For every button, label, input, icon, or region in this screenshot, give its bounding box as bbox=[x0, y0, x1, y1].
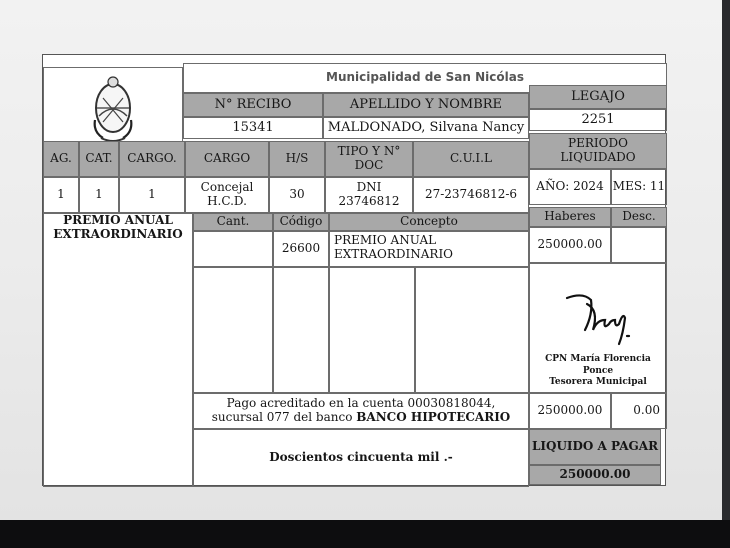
municipality-title: Municipalidad de San Nicólas bbox=[183, 63, 667, 93]
apellido-header: APELLIDO Y NOMBRE bbox=[323, 93, 529, 117]
payment-text-cell bbox=[193, 393, 529, 429]
item-haberes: 250000.00 bbox=[529, 227, 611, 263]
monitor-bezel-right bbox=[722, 0, 730, 520]
legajo-value: 2251 bbox=[529, 109, 667, 131]
item-cant bbox=[193, 231, 273, 267]
total-desc: 0.00 bbox=[611, 393, 667, 429]
signatory-role: Tesorera Municipal bbox=[549, 376, 647, 387]
item-concepto: PREMIO ANUAL EXTRAORDINARIO bbox=[329, 231, 529, 267]
concepto-header: Concepto bbox=[329, 213, 529, 231]
mes-value: MES: 11 bbox=[611, 169, 667, 205]
liquido-value: 250000.00 bbox=[529, 465, 661, 485]
cant-header: Cant. bbox=[193, 213, 273, 231]
cat-value: 1 bbox=[79, 177, 119, 213]
cargo-header: CARGO bbox=[185, 141, 269, 177]
cargo-num-value: 1 bbox=[119, 177, 185, 213]
tipo-doc-header: TIPO Y N° DOC bbox=[325, 141, 413, 177]
ag-value: 1 bbox=[43, 177, 79, 213]
cargo-value: Concejal H.C.D. bbox=[185, 177, 269, 213]
anio-value: AÑO: 2024 bbox=[529, 169, 611, 205]
codigo-header: Código bbox=[273, 213, 329, 231]
ag-header: AG. bbox=[43, 141, 79, 177]
monitor-bezel-bottom bbox=[0, 520, 730, 548]
signature-block bbox=[529, 263, 667, 393]
doc-value: DNI 23746812 bbox=[325, 177, 413, 213]
cuil-value: 27-23746812-6 bbox=[413, 177, 529, 213]
empty-concepto-area-2 bbox=[415, 267, 529, 393]
recibo-value: 15341 bbox=[183, 117, 323, 139]
empty-concepto-area bbox=[329, 267, 415, 393]
cargo-short-header: CARGO. bbox=[119, 141, 185, 177]
recibo-header: N° RECIBO bbox=[183, 93, 323, 117]
signatory-name: CPN María Florencia Ponce bbox=[545, 354, 651, 376]
hs-header: H/S bbox=[269, 141, 325, 177]
cat-header: CAT. bbox=[79, 141, 119, 177]
empty-codigo-area bbox=[273, 267, 329, 393]
section-label: PREMIO ANUAL EXTRAORDINARIO bbox=[43, 213, 193, 487]
signature-image bbox=[553, 290, 643, 354]
salary-receipt bbox=[42, 54, 666, 486]
hs-value: 30 bbox=[269, 177, 325, 213]
bank-name: BANCO HIPOTECARIO bbox=[356, 410, 511, 424]
haberes-header: Haberes bbox=[529, 207, 611, 227]
liquido-header: LIQUIDO A PAGAR bbox=[529, 429, 661, 465]
cuil-header: C.U.I.L bbox=[413, 141, 529, 177]
nombre-value: MALDONADO, Silvana Nancy bbox=[323, 117, 529, 139]
legajo-header: LEGAJO bbox=[529, 85, 667, 109]
empty-cant-area bbox=[193, 267, 273, 393]
coat-of-arms-icon bbox=[89, 74, 137, 146]
desc-header: Desc. bbox=[611, 207, 667, 227]
total-haberes: 250000.00 bbox=[529, 393, 611, 429]
periodo-header: PERIODO LIQUIDADO bbox=[529, 133, 667, 169]
item-codigo: 26600 bbox=[273, 231, 329, 267]
payment-text: Pago acreditado en la cuenta 00030818044, sucursal 077 del banco BANCO HIPOTECARIO bbox=[211, 396, 511, 424]
amount-in-words: Doscientos cincuenta mil .- bbox=[193, 429, 529, 487]
item-desc bbox=[611, 227, 667, 263]
